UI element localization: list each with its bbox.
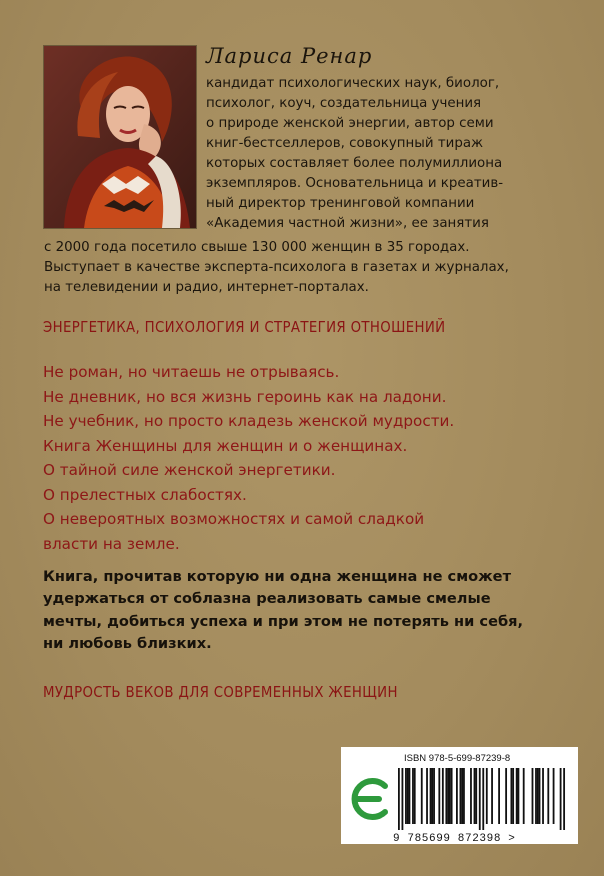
barcode-bar [445,768,447,824]
barcode-bar [523,768,525,824]
barcode-bar [433,768,435,824]
barcode-bar [442,768,444,824]
tagline-line: О прелестных слабостях. [43,485,247,504]
barcode-bar [409,768,411,824]
section-heading-bottom: МУДРОСТЬ ВЕКОВ ДЛЯ СОВРЕМЕННЫХ ЖЕНЩИН [43,683,398,701]
tagline-block [43,360,454,556]
barcode-bar [461,768,463,824]
tagline-line: Не дневник, но вся жизнь героинь как на ладони. [43,387,447,406]
barcode-bar [412,768,414,824]
barcode-bar [516,768,518,824]
barcode-bar [421,768,423,824]
barcode-bar [407,768,409,824]
barcode-bar [505,768,507,824]
barcode-bar [405,768,407,824]
pitch-line: Книга, прочитав которую ни одна женщина не сможет [43,568,512,585]
barcode-bar [451,768,453,824]
barcode-bar [430,768,432,824]
barcode-digits: 9 785699 872398 > [393,833,516,845]
pitch-line: ни любовь близких. [43,634,212,652]
barcode-bar [474,768,476,824]
bio-line: Выступает в качестве эксперта-психолога в газетах и журналах, [44,260,509,275]
tagline-line: О тайной силе женской энергетики. [43,461,336,479]
barcode-bar [518,768,520,824]
barcode-bar [491,768,493,824]
barcode-bar [460,768,462,824]
pitch-line: удержаться от соблазна реализовать самые смелые [43,590,491,608]
bio-line: которых составляет более полумиллиона [206,156,503,171]
tagline-line: Не роман, но читаешь не отрываясь. [43,363,340,381]
pitch-block [43,566,523,655]
barcode-bar [486,768,488,824]
author-name: Лариса Ренар [206,44,373,68]
bio-line: психолог, коуч, создательница учения [206,96,482,111]
barcode-bar [547,768,549,824]
tagline-line: О невероятных возможностях и самой сладкой [43,510,425,528]
bio-line: на телевидении и радио, интернет-порталах. [44,280,369,295]
bio-line: книг-бестселлеров, совокупный тираж [206,136,484,151]
barcode-bar [414,768,416,824]
barcode-bar [535,768,537,824]
barcode-bar [512,768,514,824]
barcode-bar [498,768,500,824]
barcode-bar [539,768,541,824]
bio-line: кандидат психологических наук, биолог, [206,76,500,91]
barcode-bar [431,768,433,824]
barcode-bar [463,768,465,824]
barcode-bar [553,768,555,824]
bio-line: ный директор тренинговой компании [206,196,475,211]
bio-line: о природе женской энергии, автор семи [206,116,494,131]
barcode-bar [479,768,481,830]
barcode-bar [449,768,451,824]
barcode-bar [398,768,400,830]
barcode-bar [532,768,534,824]
barcode-bar [456,768,458,824]
author-photo [44,46,196,228]
tagline-line: Книга Женщины для женщин и о женщинах. [43,436,408,455]
barcode-bar [542,768,544,824]
section-heading-top: ЭНЕРГЕТИКА, ПСИХОЛОГИЯ И СТРАТЕГИЯ ОТНОШЕНИЙ [43,318,446,336]
tagline-line: власти на земле. [43,534,180,553]
barcode-bar [426,768,428,824]
barcode-bar [402,768,404,830]
barcode-bar [447,768,449,824]
barcode-bar [475,768,477,824]
pitch-line: мечты, добиться успеха и при этом не потерять ни себя, [43,612,524,630]
barcode-bar [482,768,484,830]
bio-line: с 2000 года посетило свыше 130 000 женщин в 35 городах. [44,240,470,255]
publisher-logo-icon [345,770,393,830]
barcode-bars [398,768,572,830]
barcode-bar [438,768,440,824]
barcode-bar [560,768,562,830]
bio-line: экземпляров. Основательница и креатив- [206,176,504,191]
bio-line: «Академия частной жизни», ее занятия [206,216,489,231]
barcode-bar [510,768,512,824]
barcode-bar [470,768,472,824]
isbn-number: ISBN 978-5-699-87239-8 [404,753,511,764]
barcode-bar [537,768,539,824]
tagline-line: Не учебник, но просто кладезь женской мудрости. [43,412,455,430]
barcode-bar [563,768,565,830]
